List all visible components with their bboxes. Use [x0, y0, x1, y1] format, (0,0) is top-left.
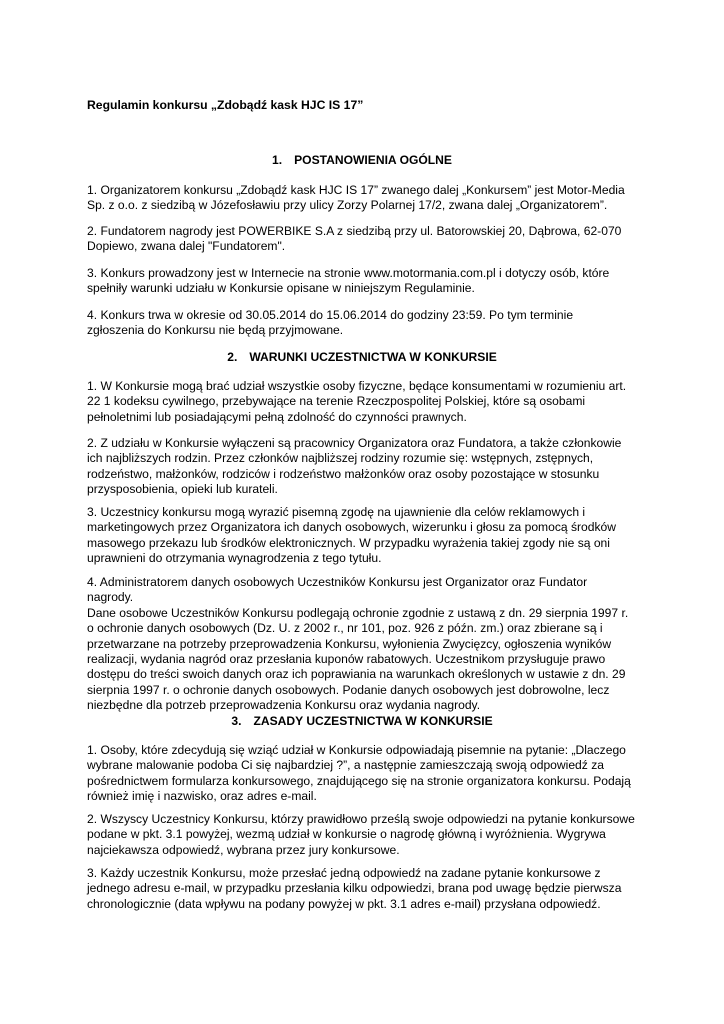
text-line: uprawnieni do otrzymania wynagrodzenia z tego tytułu.	[87, 551, 382, 566]
paragraph-1-1	[87, 183, 642, 214]
text-line: spełniły warunki udziału w Konkursie opisane w niniejszym Regulaminie.	[87, 281, 475, 296]
document-title: Regulamin konkursu „Zdobądź kask HJC IS 17”	[87, 98, 364, 112]
text-line: 2. Fundatorem nagrody jest POWERBIKE S.A z siedzibą przy ul. Batorowskiej 20, Dąbrowa, 62-070	[87, 224, 622, 238]
text-line: również imię i nazwisko, oraz adres e-mail.	[87, 789, 317, 804]
section-number: 3.	[231, 714, 242, 728]
text-line: rodzeństwo, małżonków, rodziców i rodzeństwo małżonków oraz osoby pozostające w stosunku	[87, 466, 600, 481]
text-line: 2. Wszyscy Uczestnicy Konkursu, którzy prawidłowo prześlą swoje odpowiedzi na pytanie konkursowe	[87, 812, 635, 826]
paragraph-2-2	[87, 436, 642, 498]
text-line: sierpnia 1997 r. o ochronie danych osobowych. Podanie danych osobowych jest dobrowolne, lecz	[87, 682, 610, 697]
section-title: WARUNKI UCZESTNICTWA W KONKURSIE	[249, 350, 497, 364]
text-line: 2. Z udziału w Konkursie wyłączeni są pracownicy Organizatora oraz Fundatora, a także członkowie	[87, 436, 622, 450]
paragraph-2-4	[87, 575, 642, 714]
text-line: pośrednictwem formularza konkursowego, znajdującego się na stronie organizatora konkursu. Podają	[87, 773, 631, 788]
text-line: pełnoletnimi lub posiadającymi pełną zdolność do czynności prawnych.	[87, 409, 467, 424]
paragraph-2-1	[87, 379, 642, 425]
text-line: Sp. z o.o. z siedzibą w Józefosławiu przy ulicy Zorzy Polarnej 17/2, zwana dalej „Organizatorem”.	[87, 198, 608, 213]
paragraph-3-3	[87, 866, 642, 912]
section-title: ZASADY UCZESTNICTWA W KONKURSIE	[253, 714, 493, 728]
text-line: 3. Każdy uczestnik Konkursu, może przesłać jedną odpowiedź na zadane pytanie konkursowe z	[87, 866, 601, 880]
text-line: realizacji, wydania nagród oraz przesłania kuponów rabatowych. Uczestnikom przysługuje prawo	[87, 651, 606, 666]
text-line: o ochronie danych osobowych (Dz. U. z 2002 r., nr 101, poz. 926 z późn. zm.) oraz zbierane są i	[87, 621, 603, 636]
text-line: 1. Osoby, które zdecydują się wziąć udział w Konkursie odpowiadają pisemnie na pytanie: „Dlaczego	[87, 743, 626, 757]
text-line: masowego przekazu lub środków elektronicznych. W przypadku wyrażenia takiej zgody nie są oni	[87, 535, 610, 550]
text-line: przysposobienia, opieki lub kurateli.	[87, 482, 278, 497]
text-line: 22 1 kodeksu cywilnego, przebywające na terenie Rzeczpospolitej Polskiej, które są osobami	[87, 394, 586, 409]
text-line: 4. Administratorem danych osobowych Uczestników Konkursu jest Organizator oraz Fundator	[87, 575, 588, 589]
section-heading-3	[87, 714, 637, 729]
text-line: chronologicznie (data wpływu na podany powyżej w pkt. 3.1 adres e-mail) przysłana odpowiedź.	[87, 896, 601, 911]
paragraph-1-4	[87, 308, 642, 339]
text-line: nagrody.	[87, 590, 134, 605]
section-title: POSTANOWIENIA OGÓLNE	[294, 153, 452, 167]
text-line: 3. Konkurs prowadzony jest w Internecie na stronie www.motormania.com.pl i dotyczy osób, które	[87, 266, 610, 280]
text-line: podane w pkt. 3.1 powyżej, wezmą udział w konkursie o nagrodę główną i wyróżnienia. Wygrywa	[87, 827, 606, 842]
text-line: 1. W Konkursie mogą brać udział wszystkie osoby fizyczne, będące konsumentami w rozumieniu art.	[87, 379, 627, 393]
text-line: Dane osobowe Uczestników Konkursu podlegają ochronie zgodnie z ustawą z dn. 29 sierpnia 1997 r.	[87, 605, 629, 620]
text-line: jednego adresu e-mail, w przypadku przesłania kilku odpowiedzi, brana pod uwagę będzie pierwsza	[87, 881, 622, 896]
paragraph-3-1	[87, 743, 642, 805]
text-line: ich najbliższych rodzin. Przez członków najbliższej rodziny rozumie się: wstępnych, zstępnych,	[87, 451, 594, 466]
section-number: 1.	[272, 153, 283, 167]
text-line: 1. Organizatorem konkursu „Zdobądź kask HJC IS 17” zwanego dalej „Konkursem” jest Motor-Media	[87, 183, 625, 197]
text-line: wybrane malowanie podoba Ci się najbardziej ?”, a następnie zamieszczają swoją odpowiedź za	[87, 758, 604, 773]
paragraph-1-3	[87, 266, 642, 297]
text-line: dostępu do treści swoich danych oraz ich poprawiania na warunkach określonych w ustawie z dn. 29	[87, 667, 626, 682]
text-line: najciekawsza odpowiedź, wybrana przez jury konkursowe.	[87, 842, 400, 857]
text-line: Dopiewo, zwana dalej "Fundatorem".	[87, 239, 286, 254]
paragraph-1-2	[87, 224, 642, 255]
section-heading-2	[87, 350, 637, 365]
text-line: niezbędne dla potrzeb przeprowadzenia Konkursu oraz wydania nagrody.	[87, 698, 481, 713]
paragraph-3-2	[87, 812, 642, 858]
text-line: zgłoszenia do Konkursu nie będą przyjmowane.	[87, 323, 344, 338]
text-line: 3. Uczestnicy konkursu mogą wyrazić pisemną zgodę na ujawnienie dla celów reklamowych i	[87, 505, 586, 519]
section-heading-1	[87, 153, 637, 168]
section-number: 2.	[227, 350, 238, 364]
text-line: 4. Konkurs trwa w okresie od 30.05.2014 do 15.06.2014 do godziny 23:59. Po tym terminie	[87, 308, 574, 322]
paragraph-2-3	[87, 505, 642, 567]
text-line: przetwarzane na potrzeby przeprowadzenia Konkursu, wyłonienia Zwycięzcy, ogłoszenia wyników	[87, 636, 612, 651]
text-line: marketingowych przez Organizatora ich danych osobowych, wizerunku i głosu za pomocą środków	[87, 520, 617, 535]
